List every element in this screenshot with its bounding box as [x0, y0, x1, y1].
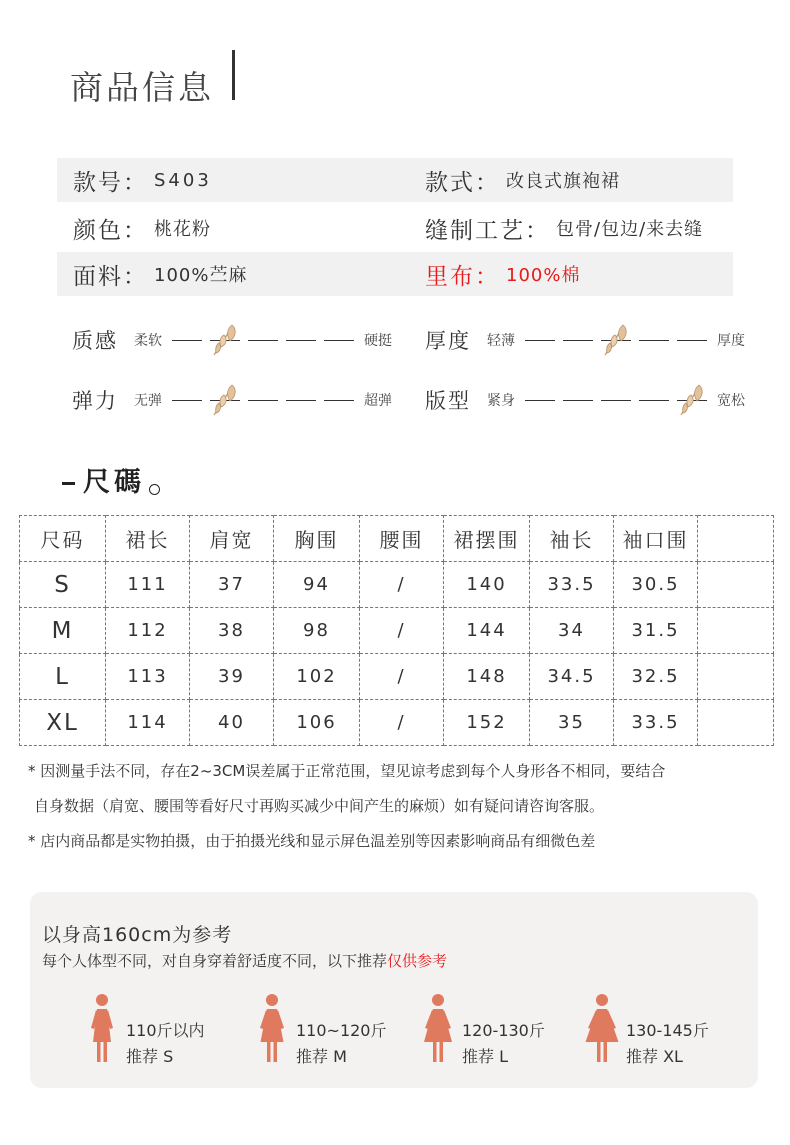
size-recommendation: 推荐 L [462, 1047, 509, 1066]
scale-dash [677, 340, 707, 341]
note-measurement-line1: * 因测量手法不同，存在2~3CM误差属于正常范围，望见谅考虑到每个人身形各不相同，要结合 [28, 762, 666, 780]
info-value: 包骨/包边/来去缝 [556, 219, 704, 240]
attr-high-label: 硬挺 [364, 333, 392, 349]
woman-figure-icon [252, 992, 292, 1068]
attr-low-label: 轻薄 [487, 333, 515, 349]
info-row-1 [57, 158, 733, 202]
table-cell: 33.5 [614, 700, 698, 746]
info-style-number [73, 158, 212, 202]
size-recommendation: 推荐 S [126, 1047, 174, 1066]
size-title-text: 尺碼 [83, 467, 145, 498]
scale-dash [639, 400, 669, 401]
size-recommendation: 推荐 M [296, 1047, 347, 1066]
attr-texture [72, 320, 392, 360]
table-cell: 40 [190, 700, 274, 746]
attr-low-label: 柔软 [134, 333, 162, 349]
figure-group [418, 992, 588, 1072]
table-cell: 148 [444, 654, 530, 700]
scale-dash [639, 340, 669, 341]
note-measurement-line2: 自身数据（肩宽、腰围等看好尺寸再购买减少中间产生的麻烦）如有疑问请咨询客服。 [34, 797, 605, 815]
scale-dash [324, 400, 354, 401]
table-cell: 30.5 [614, 562, 698, 608]
table-row [20, 608, 774, 654]
reference-highlight: 仅供参考 [387, 952, 448, 970]
table-cell: 37 [190, 562, 274, 608]
table-cell: 114 [106, 700, 190, 746]
table-header-cell: 袖长 [530, 516, 614, 562]
info-key: 款式： [425, 169, 500, 196]
wheat-leaf-icon [210, 321, 240, 357]
table-cell: 102 [274, 654, 360, 700]
info-style [425, 158, 620, 202]
table-cell: 32.5 [614, 654, 698, 700]
table-cell: / [360, 608, 444, 654]
scale-dash [286, 340, 316, 341]
attr-name: 版型 [425, 389, 471, 413]
info-key: 里布： [425, 263, 500, 290]
scale-dash [172, 340, 202, 341]
table-header-cell [698, 516, 774, 562]
table-cell-size: S [20, 562, 106, 608]
table-cell: / [360, 654, 444, 700]
table-header-cell: 尺码 [20, 516, 106, 562]
info-value: S403 [154, 169, 212, 191]
attr-scale [168, 385, 358, 415]
woman-figure-icon [418, 992, 458, 1068]
table-cell [698, 654, 774, 700]
table-cell: 34.5 [530, 654, 614, 700]
table-cell: 34 [530, 608, 614, 654]
wheat-leaf-icon [677, 381, 707, 417]
attr-thickness [425, 320, 745, 360]
attr-high-label: 宽松 [717, 393, 745, 409]
table-cell: / [360, 700, 444, 746]
scale-dash [525, 340, 555, 341]
info-key: 颜色： [73, 217, 148, 244]
scale-dash [248, 400, 278, 401]
title-divider [232, 50, 235, 100]
attr-name: 弹力 [72, 389, 118, 413]
size-section-title [62, 460, 160, 499]
table-cell: 98 [274, 608, 360, 654]
scale-dash [563, 340, 593, 341]
attr-low-label: 无弹 [134, 393, 162, 409]
table-header-cell: 腰围 [360, 516, 444, 562]
info-key: 面料： [73, 263, 148, 290]
info-key: 缝制工艺： [425, 217, 550, 244]
size-table [19, 515, 774, 746]
size-reference-panel [30, 892, 758, 1088]
table-header-cell: 肩宽 [190, 516, 274, 562]
table-cell: 35 [530, 700, 614, 746]
table-cell-size: XL [20, 700, 106, 746]
info-key: 款号： [73, 169, 148, 196]
weight-range: 120-130斤 [462, 1021, 545, 1040]
figure-group [582, 992, 752, 1072]
reference-subtitle [42, 950, 447, 971]
table-cell: 31.5 [614, 608, 698, 654]
weight-range: 110~120斤 [296, 1021, 387, 1040]
table-header-cell: 袖口围 [614, 516, 698, 562]
table-cell: 38 [190, 608, 274, 654]
info-value: 桃花粉 [154, 219, 211, 240]
info-row-3 [57, 252, 733, 296]
table-cell-size: L [20, 654, 106, 700]
woman-figure-icon [582, 992, 622, 1068]
attr-high-label: 厚度 [717, 333, 745, 349]
table-row [20, 654, 774, 700]
info-value: 100%苎麻 [154, 265, 248, 286]
size-recommendation: 推荐 XL [626, 1047, 683, 1066]
attr-fit [425, 380, 745, 420]
info-lining [425, 252, 580, 296]
figure-group [252, 992, 422, 1072]
scale-dash [248, 340, 278, 341]
table-header-cell: 裙长 [106, 516, 190, 562]
table-header-cell: 裙摆围 [444, 516, 530, 562]
table-cell: 113 [106, 654, 190, 700]
attr-name: 质感 [72, 329, 118, 353]
table-cell: 39 [190, 654, 274, 700]
title-dot [149, 484, 160, 495]
scale-dash [172, 400, 202, 401]
attr-scale [168, 325, 358, 355]
reference-title: 以身高160cm为参考 [42, 924, 233, 946]
table-row [20, 700, 774, 746]
info-fabric [73, 252, 247, 296]
scale-dash [563, 400, 593, 401]
table-cell: 152 [444, 700, 530, 746]
weight-range: 130-145斤 [626, 1021, 709, 1040]
info-value: 改良式旗袍裙 [506, 171, 620, 192]
table-row [20, 562, 774, 608]
table-header-cell: 胸围 [274, 516, 360, 562]
attr-name: 厚度 [425, 329, 471, 353]
table-cell: 94 [274, 562, 360, 608]
table-cell: 111 [106, 562, 190, 608]
attr-high-label: 超弹 [364, 393, 392, 409]
table-cell: 106 [274, 700, 360, 746]
wheat-leaf-icon [210, 381, 240, 417]
table-cell: / [360, 562, 444, 608]
table-cell: 144 [444, 608, 530, 654]
info-value: 100%棉 [506, 265, 581, 286]
scale-dash [286, 400, 316, 401]
woman-figure-icon [82, 992, 122, 1068]
attr-low-label: 紧身 [487, 393, 515, 409]
table-cell: 140 [444, 562, 530, 608]
table-header-row [20, 516, 774, 562]
figure-group [82, 992, 252, 1072]
title-dash [62, 482, 75, 485]
attr-scale [521, 325, 711, 355]
scale-dash [601, 400, 631, 401]
info-row-2 [57, 206, 733, 250]
table-cell [698, 562, 774, 608]
attr-scale [521, 385, 711, 415]
wheat-leaf-icon [601, 321, 631, 357]
scale-dash [525, 400, 555, 401]
table-cell [698, 608, 774, 654]
scale-dash [324, 340, 354, 341]
weight-range: 110斤以内 [126, 1021, 205, 1040]
note-color-difference: * 店内商品都是实物拍摄，由于拍摄光线和显示屏色温差别等因素影响商品有细微色差 [28, 832, 596, 850]
info-color [73, 206, 211, 250]
attr-elasticity [72, 380, 392, 420]
reference-subtitle-text: 每个人体型不同，对自身穿着舒适度不同，以下推荐 [42, 952, 388, 970]
table-cell [698, 700, 774, 746]
table-cell: 112 [106, 608, 190, 654]
page-title: 商品信息 [70, 68, 214, 107]
table-cell: 33.5 [530, 562, 614, 608]
table-cell-size: M [20, 608, 106, 654]
info-craft [425, 206, 703, 250]
